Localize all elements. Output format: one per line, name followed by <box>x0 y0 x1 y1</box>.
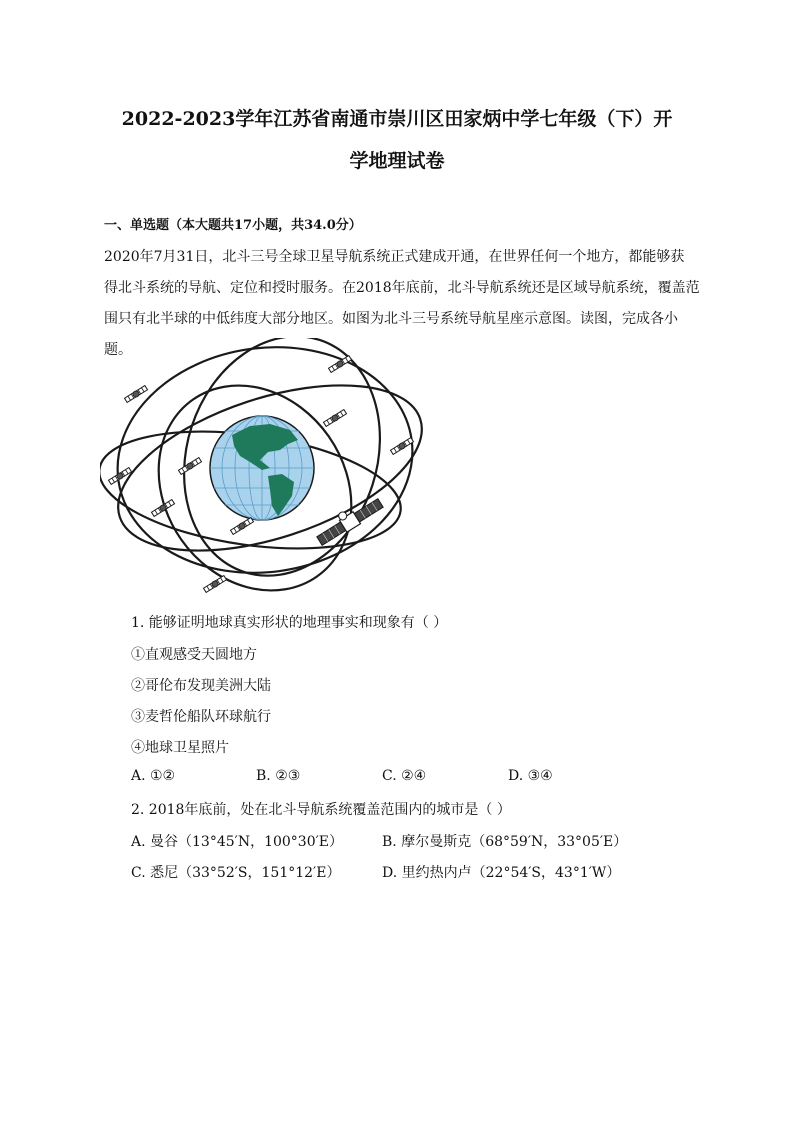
option-d: D. 里约热内卢（22°54′S，43°1′W） <box>382 865 621 881</box>
option-b: B. 摩尔曼斯克（68°59′N，33°05′E） <box>382 834 628 850</box>
option-b: B. ②③ <box>256 768 301 784</box>
statement-item: ④地球卫星照片 <box>131 740 229 756</box>
intro-line: 围只有北半球的中低纬度大部分地区。如图为北斗三号系统导航星座示意图。读图，完成各小题。 <box>104 311 678 358</box>
document-title-line-2: 学地理试卷 <box>349 150 445 172</box>
question-stem: 2. 2018年底前，处在北斗导航系统覆盖范围内的城市是（ ） <box>131 802 511 818</box>
section-header: 一、单选题（本大题共17小题，共34.0分） <box>104 218 362 233</box>
large-satellite-icon <box>313 492 385 547</box>
statement-item: ③麦哲伦船队环球航行 <box>131 709 271 725</box>
statement-item: ①直观感受天圆地方 <box>131 647 257 663</box>
statement-item: ②哥伦布发现美洲大陆 <box>131 678 271 694</box>
option-d: D. ③④ <box>508 768 553 784</box>
beidou-constellation-diagram <box>100 338 430 600</box>
option-c: C. 悉尼（33°52′S，151°12′E） <box>131 865 341 881</box>
option-a: A. 曼谷（13°45′N，100°30′E） <box>131 834 344 850</box>
option-a: A. ①② <box>131 768 176 784</box>
intro-line: 2020年7月31日，北斗三号全球卫星导航系统正式建成开通，在世界任何一个地方，都能够获 <box>104 249 685 265</box>
option-c: C. ②④ <box>382 768 427 784</box>
document-title-line-1: 2022-2023学年江苏省南通市崇川区田家炳中学七年级（下）开 <box>121 108 673 130</box>
question-stem: 1. 能够证明地球真实形状的地理事实和现象有（ ） <box>131 615 448 631</box>
earth-globe-icon <box>210 416 314 520</box>
intro-line: 得北斗系统的导航、定位和授时服务。在2018年底前，北斗导航系统还是区域导航系统，覆盖范 <box>104 280 700 296</box>
